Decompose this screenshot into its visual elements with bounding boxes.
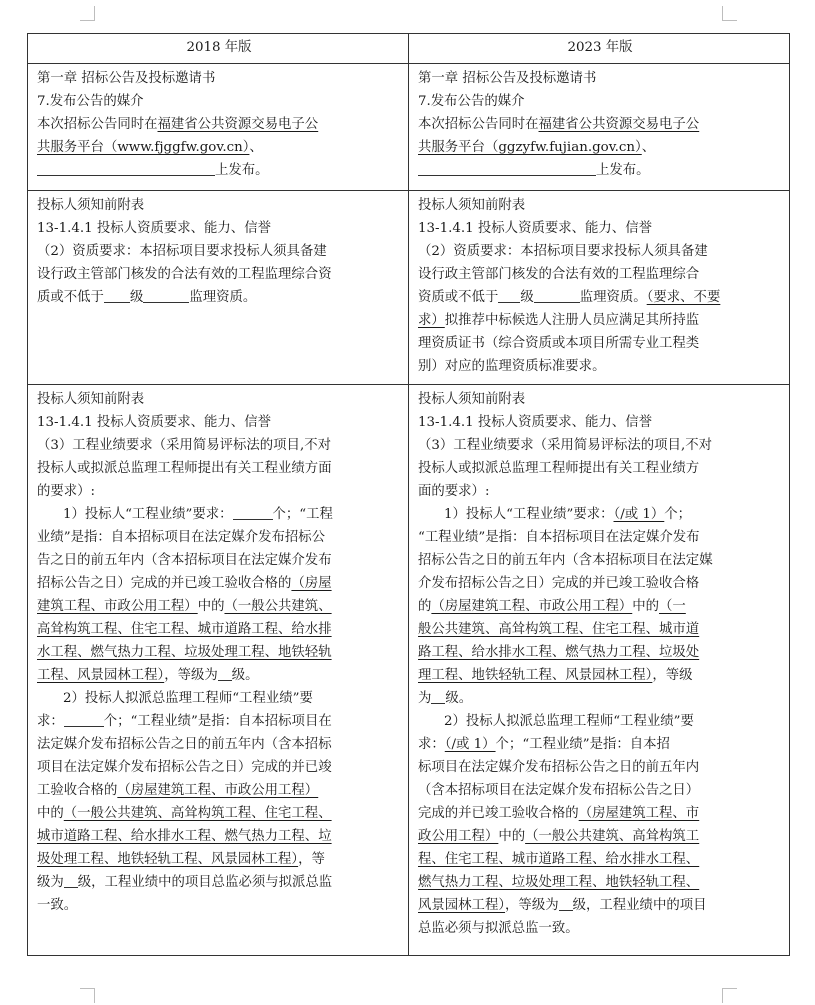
crop-mark-bottom-right [722, 988, 737, 1003]
blank-field [559, 895, 573, 911]
header-row [28, 34, 790, 64]
crop-mark-top-left [80, 6, 95, 21]
text-line: 招标公告之日）完成的并已竣工验收合格的（房屋 [37, 576, 332, 591]
row-qualification [28, 191, 790, 385]
text-line: 招标公告之日的前五年内（含本招标项目在法定媒 [418, 553, 713, 568]
text-line: 共服务平台（www.fjggfw.gov.cn）、 [37, 140, 263, 155]
cell-2023-performance [409, 385, 790, 956]
text-line: 工验收合格的（房屋建筑工程、市政公用工程） [37, 783, 319, 798]
text-line: （3）工程业绩要求（采用简易评标法的项目,不对 [418, 438, 712, 453]
text-line: 求）拟推荐中标候选人注册人员应满足其所持监 [418, 313, 700, 328]
text-line: 燃气热力工程、垃圾处理工程、地铁轻轨工程、 [418, 875, 700, 890]
blank-field [534, 287, 580, 303]
text-line: （含本招标项目在法定媒介发布招标公告之日） [418, 783, 700, 798]
text-line: 总监必须与拟派总监一致。 [418, 921, 579, 936]
cell-2018-announcement [28, 64, 409, 191]
chapter-title: 第一章 招标公告及投标邀请书 [37, 71, 216, 86]
text-line: （2）资质要求：本招标项目要求投标人须具备建 [37, 244, 327, 259]
blank-field [418, 160, 596, 176]
text-line: 共服务平台（ggzyfw.fujian.gov.cn）、 [418, 140, 656, 155]
blank-field [37, 160, 215, 176]
text-line: 2）投标人拟派总监理工程师“工程业绩”要 [444, 714, 694, 729]
text-line: 城市道路工程、给水排水工程、燃气热力工程、垃 [37, 829, 332, 844]
text-line: 设行政主管部门核发的合法有效的工程监理综合 [418, 267, 700, 282]
text-line: 风景园林工程），等级为 级，工程业绩中的项目 [418, 894, 782, 917]
blank-field [143, 287, 189, 303]
row-announcement-media [28, 64, 790, 191]
text-line: 圾处理工程、地铁轻轨工程、风景园林工程），等 [37, 852, 325, 867]
clause-title: 13-1.4.1 投标人资质要求、能力、信誉 [418, 415, 652, 430]
text-line: 告之日的前五年内（含本招标项目在法定媒介发布 [37, 553, 332, 568]
table-title: 投标人须知前附表 [418, 198, 526, 213]
text-line: 标项目在法定媒介发布招标公告之日的前五年内 [418, 760, 700, 775]
text-line: 的要求）: [37, 484, 96, 499]
clause-title: 13-1.4.1 投标人资质要求、能力、信誉 [37, 221, 271, 236]
text-line: 一致。 [37, 898, 78, 913]
text-line: 1）投标人“工程业绩”要求： 个；“工程 [37, 503, 401, 526]
text-line: 本次招标公告同时在福建省公共资源交易电子公 [37, 117, 319, 132]
text-line: 上发布。 [418, 159, 782, 182]
text-line: 上发布。 [37, 159, 401, 182]
text-line: 路工程、给水排水工程、燃气热力工程、垃圾处 [418, 645, 700, 660]
header-2018: 2018 年版 [28, 34, 409, 64]
comparison-table [27, 33, 790, 956]
text-line: 本次招标公告同时在福建省公共资源交易电子公 [418, 117, 700, 132]
text-line: 的（房屋建筑工程、市政公用工程）中的（一 [418, 599, 686, 614]
text-line: 法定媒介发布招标公告之日的前五年内（含本招标 [37, 737, 332, 752]
blank-field [233, 504, 273, 520]
clause-title: 13-1.4.1 投标人资质要求、能力、信誉 [418, 221, 652, 236]
blank-field [104, 287, 130, 303]
blank-field [64, 711, 104, 727]
text-line: 面的要求）: [418, 484, 490, 499]
section-title: 7.发布公告的媒介 [418, 94, 525, 109]
blank-field [64, 872, 78, 888]
header-2023: 2023 年版 [409, 34, 790, 64]
text-line: 建筑工程、市政公用工程）中的（一般公共建筑、 [37, 599, 332, 614]
table-title: 投标人须知前附表 [37, 198, 145, 213]
text-line: 为 级。 [418, 687, 782, 710]
blank-field [498, 287, 520, 303]
text-line: 程、住宅工程、城市道路工程、给水排水工程、 [418, 852, 700, 867]
text-line: 理工程、地铁轻轨工程、风景园林工程），等级 [418, 668, 693, 683]
text-line: 理资质证书（综合资质或本项目所需专业工程类 [418, 336, 700, 351]
text-line: 高耸构筑工程、住宅工程、城市道路工程、给水排 [37, 622, 332, 637]
text-line: 2）投标人拟派总监理工程师“工程业绩”要 [63, 691, 313, 706]
text-line: 业绩”是指：自本招标项目在法定媒介发布招标公 [37, 530, 326, 545]
text-line: 投标人或拟派总监理工程师提出有关工程业绩方面 [37, 461, 332, 476]
table-title: 投标人须知前附表 [37, 392, 145, 407]
text-line: 完成的并已竣工验收合格的（房屋建筑工程、市 [418, 806, 700, 821]
text-line: 别）对应的监理资质标准要求。 [418, 359, 606, 374]
text-line: 水工程、燃气热力工程、垃圾处理工程、地铁轻轨 [37, 645, 332, 660]
cell-2023-qualification [409, 191, 790, 385]
cell-2018-qualification [28, 191, 409, 385]
text-line: 质或不低于 级 监理资质。 [37, 286, 401, 309]
table-title: 投标人须知前附表 [418, 392, 526, 407]
text-line: 求： 个；“工程业绩”是指：自本招标项目在 [37, 710, 401, 733]
section-title: 7.发布公告的媒介 [37, 94, 144, 109]
crop-mark-top-right [722, 6, 737, 21]
blank-field [218, 665, 232, 681]
text-line: 般公共建筑、高耸构筑工程、住宅工程、城市道 [418, 622, 700, 637]
cell-2018-performance [28, 385, 409, 956]
row-performance [28, 385, 790, 956]
text-line: 资质或不低于 级 监理资质。（要求、不要 [418, 286, 782, 309]
text-line: 投标人或拟派总监理工程师提出有关工程业绩方 [418, 461, 700, 476]
text-line: 1）投标人“工程业绩”要求：（/或 1）个； [444, 507, 692, 522]
text-line: 工程、风景园林工程），等级为 级。 [37, 664, 401, 687]
cell-2023-announcement [409, 64, 790, 191]
clause-title: 13-1.4.1 投标人资质要求、能力、信誉 [37, 415, 271, 430]
text-line: 中的（一般公共建筑、高耸构筑工程、住宅工程、 [37, 806, 332, 821]
text-line: 政公用工程）中的（一般公共建筑、高耸构筑工 [418, 829, 700, 844]
text-line: （2）资质要求：本招标项目要求投标人须具备建 [418, 244, 708, 259]
text-line: 项目在法定媒介发布招标公告之日）完成的并已竣 [37, 760, 332, 775]
chapter-title: 第一章 招标公告及投标邀请书 [418, 71, 597, 86]
text-line: 设行政主管部门核发的合法有效的工程监理综合资 [37, 267, 332, 282]
text-line: 介发布招标公告之日）完成的并已竣工验收合格 [418, 576, 700, 591]
text-line: （3）工程业绩要求（采用简易评标法的项目,不对 [37, 438, 331, 453]
text-line: 求：（/或 1）个；“工程业绩”是指：自本招 [418, 737, 670, 752]
text-line: 级为 级，工程业绩中的项目总监必须与拟派总监 [37, 871, 401, 894]
text-line: “工程业绩”是指：自本招标项目在法定媒介发布 [418, 530, 700, 545]
blank-field [431, 688, 445, 704]
crop-mark-bottom-left [80, 988, 95, 1003]
